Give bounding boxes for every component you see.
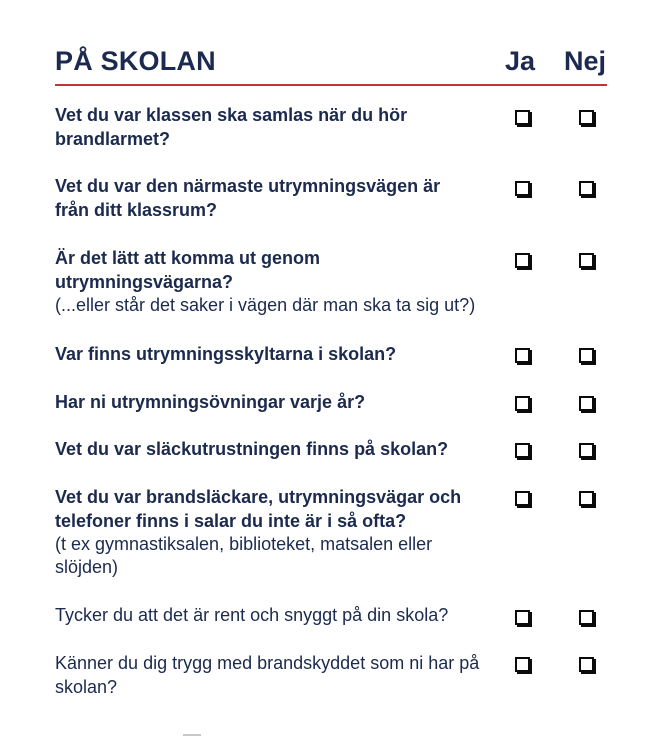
question-4: [55, 342, 505, 366]
question-note: (t ex gymnastiksalen, biblioteket, matsalen eller slöjden): [55, 534, 433, 577]
question-text: Vet du var klassen ska samlas när du hör brandlarmet?: [55, 105, 408, 149]
checkbox-no-q2[interactable]: [579, 181, 594, 196]
checkbox-yes-q8[interactable]: [515, 610, 530, 625]
page-edge-mark: [183, 734, 201, 736]
question-2: [55, 174, 505, 222]
checkbox-no-q1[interactable]: [579, 110, 594, 125]
checkbox-yes-q2[interactable]: [515, 181, 530, 196]
checkbox-yes-q3[interactable]: [515, 253, 530, 268]
section-title: PÅ SKOLAN: [55, 46, 216, 76]
checkbox-no-q9[interactable]: [579, 657, 594, 672]
question-text: Har ni utrymningsövningar varje år?: [55, 392, 366, 412]
question-note: (...eller står det saker i vägen där man ska ta sig ut?): [55, 295, 476, 315]
checkbox-yes-q4[interactable]: [515, 348, 530, 363]
question-text: Är det lätt att komma ut genom utrymningsvägarna?: [55, 248, 321, 292]
checkbox-no-q6[interactable]: [579, 443, 594, 458]
question-8: [55, 603, 505, 627]
question-text: Vet du var den närmaste utrymningsvägen är från ditt klassrum?: [55, 176, 441, 220]
checkbox-yes-q6[interactable]: [515, 443, 530, 458]
checkbox-yes-q9[interactable]: [515, 657, 530, 672]
question-text: Känner du dig trygg med brandskyddet som ni har på skolan?: [55, 653, 480, 697]
question-9: [55, 651, 505, 699]
question-1: [55, 103, 505, 151]
question-3: [55, 246, 505, 317]
checkbox-yes-q1[interactable]: [515, 110, 530, 125]
section-header: [55, 44, 607, 86]
checkbox-yes-q5[interactable]: [515, 396, 530, 411]
question-5: [55, 390, 505, 414]
checkbox-yes-q7[interactable]: [515, 491, 530, 506]
question-text: Vet du var släckutrustningen finns på skolan?: [55, 439, 449, 459]
question-text: Tycker du att det är rent och snyggt på din skola?: [55, 605, 449, 625]
column-header-yes: Ja: [505, 46, 536, 76]
checkbox-no-q5[interactable]: [579, 396, 594, 411]
question-text: Var finns utrymningsskyltarna i skolan?: [55, 344, 397, 364]
question-text: Vet du var brandsläckare, utrymningsvägar och telefoner finns i salar du inte är i så ofta?: [55, 487, 462, 531]
checkbox-no-q4[interactable]: [579, 348, 594, 363]
question-6: [55, 437, 505, 461]
checkbox-no-q3[interactable]: [579, 253, 594, 268]
checkbox-no-q8[interactable]: [579, 610, 594, 625]
question-7: [55, 485, 505, 579]
checkbox-no-q7[interactable]: [579, 491, 594, 506]
column-header-no: Nej: [564, 46, 607, 76]
